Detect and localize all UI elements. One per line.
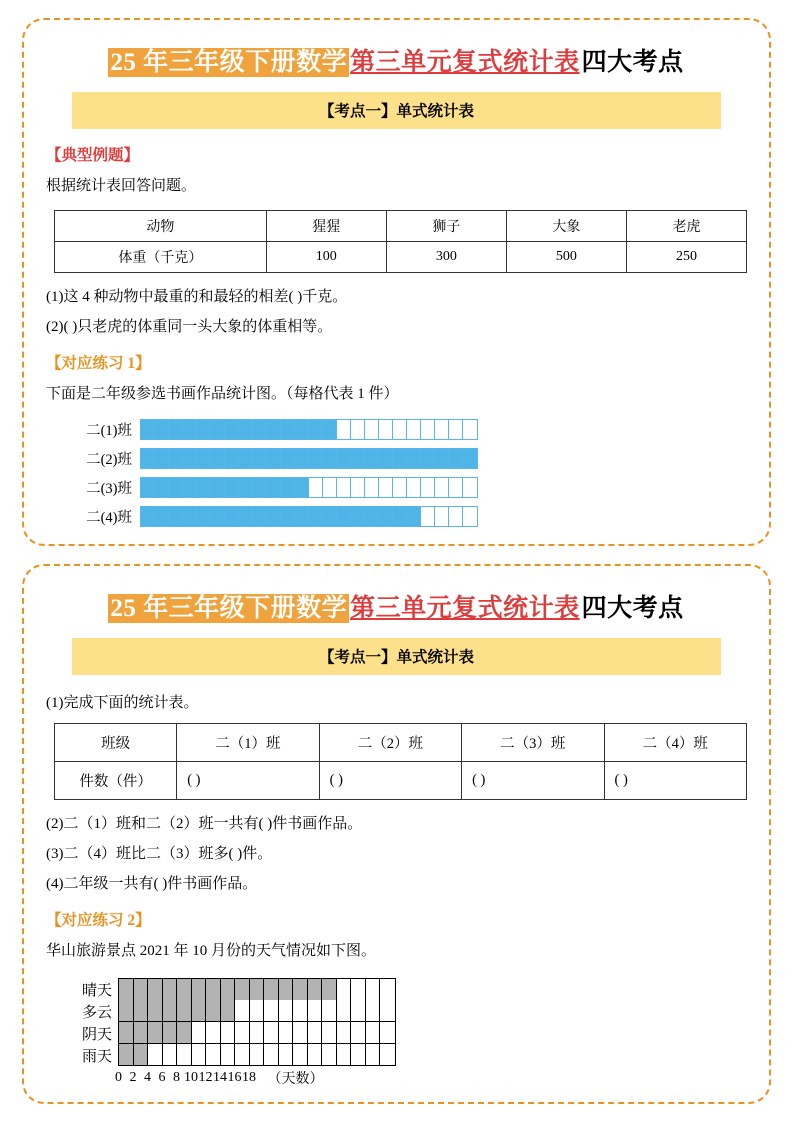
question-1-1: (1)这 4 种动物中最重的和最轻的相差( )千克。	[46, 288, 348, 305]
weather-cell	[163, 1022, 178, 1043]
weather-cell	[293, 1044, 308, 1065]
bar-cell	[435, 449, 449, 468]
weather-cell	[264, 1000, 279, 1021]
weather-tick: 16	[227, 1070, 242, 1085]
bar-cell	[393, 507, 407, 526]
weather-cell	[293, 1000, 308, 1021]
bar-cell	[169, 507, 183, 526]
bar-cell	[309, 507, 323, 526]
table-cell-class-0: 二（1）班	[177, 723, 319, 761]
practice-heading-2: 【对应练习 2】	[46, 911, 151, 929]
bar-cell	[281, 507, 295, 526]
weather-cell	[177, 979, 192, 1000]
weather-cell	[134, 979, 149, 1000]
bar-track	[140, 477, 478, 498]
table-row	[55, 761, 747, 799]
bar-cell	[183, 478, 197, 497]
weather-cell	[221, 979, 236, 1000]
table-cell-class-3: 二（4）班	[604, 723, 747, 761]
bar-cell	[435, 507, 449, 526]
bar-cell	[281, 420, 295, 439]
bar-cell	[281, 478, 295, 497]
bar-cell	[407, 449, 421, 468]
table-cell-weight-3: 250	[626, 241, 746, 272]
bar-cell	[183, 420, 197, 439]
weather-tick: 12	[198, 1070, 213, 1085]
weather-cell	[322, 1000, 337, 1021]
bar-cell	[211, 420, 225, 439]
weather-cell	[250, 1000, 265, 1021]
bar-cell	[421, 449, 435, 468]
weather-row	[60, 1044, 747, 1066]
table-cell-weight-1: 300	[386, 241, 506, 272]
bar-cell	[267, 507, 281, 526]
bar-cell	[393, 449, 407, 468]
bar-cell	[309, 449, 323, 468]
bar-cell	[225, 478, 239, 497]
weather-cell	[148, 1022, 163, 1043]
animal-weight-table	[54, 210, 747, 273]
weather-axis	[112, 1068, 747, 1088]
bar-cell	[379, 478, 393, 497]
title-segment-red: 第三单元复式统计表	[350, 49, 580, 76]
section-banner: 【考点一】单式统计表	[72, 92, 721, 129]
weather-cell	[192, 1022, 207, 1043]
bar-cell	[323, 507, 337, 526]
bar-label: 二(1)班	[86, 422, 132, 439]
bar-cell	[211, 449, 225, 468]
weather-cell	[279, 979, 294, 1000]
weather-cell	[308, 1044, 323, 1065]
weather-cell	[279, 1022, 294, 1043]
bar-cell	[281, 449, 295, 468]
practice-intro-1: 下面是二年级参选书画作品统计图。（每格代表 1 件）	[46, 385, 399, 402]
bar-cell	[337, 449, 351, 468]
bar-cell	[155, 507, 169, 526]
weather-cell	[250, 979, 265, 1000]
question-2-4: (4)二年级一共有( )件书画作品。	[46, 875, 258, 892]
weather-cell	[351, 1000, 366, 1021]
weather-cell	[322, 979, 337, 1000]
weather-cell	[119, 1044, 134, 1065]
bar-cell	[211, 507, 225, 526]
bar-cell	[379, 449, 393, 468]
bar-cell	[421, 507, 435, 526]
bar-cell	[407, 420, 421, 439]
bar-cell	[379, 420, 393, 439]
weather-row	[60, 1000, 747, 1022]
practice-heading-1: 【对应练习 1】	[46, 354, 151, 372]
bar-cell	[253, 420, 267, 439]
weather-cell	[351, 979, 366, 1000]
weather-row	[60, 1022, 747, 1044]
table-cell-class-2: 二（3）班	[462, 723, 604, 761]
bar-cell	[141, 507, 155, 526]
bar-cell	[295, 449, 309, 468]
weather-tick: 2	[129, 1070, 137, 1085]
table-cell-weight-0: 100	[266, 241, 386, 272]
weather-tick: 14	[213, 1070, 227, 1085]
bar-cell	[155, 478, 169, 497]
bar-track	[140, 448, 478, 469]
bar-track	[140, 506, 478, 527]
question-1-2: (2)( )只老虎的体重同一头大象的体重相等。	[46, 318, 333, 335]
bar-cell	[463, 449, 477, 468]
table-row	[55, 210, 747, 241]
bar-cell	[155, 420, 169, 439]
weather-cell	[279, 1000, 294, 1021]
weather-cell	[322, 1044, 337, 1065]
bar-cell	[267, 478, 281, 497]
title-segment-black: 四大考点	[581, 49, 684, 76]
weather-label: 雨天	[81, 1048, 112, 1065]
bar-cell	[197, 449, 211, 468]
weather-cell	[366, 979, 381, 1000]
weather-tick: 0	[115, 1070, 122, 1085]
table-cell-animal-0: 猩猩	[266, 210, 386, 241]
bar-cell	[449, 449, 463, 468]
weather-axis-unit: （天数）	[267, 1072, 324, 1087]
weather-track	[118, 1044, 396, 1066]
bar-cell	[407, 507, 421, 526]
bar-cell	[141, 478, 155, 497]
weather-cell	[337, 979, 352, 1000]
weather-cell	[235, 1044, 250, 1065]
weather-cell	[264, 1044, 279, 1065]
example-heading: 【典型例题】	[46, 147, 140, 164]
bar-cell	[463, 478, 477, 497]
weather-cell	[148, 979, 163, 1000]
weather-cell	[308, 979, 323, 1000]
weather-cell	[351, 1044, 366, 1065]
weather-label: 晴天	[81, 982, 112, 999]
bar-cell	[351, 507, 365, 526]
bar-cell	[267, 420, 281, 439]
weather-cell	[366, 1022, 381, 1043]
bar-row	[46, 477, 747, 497]
table-row-label-weight: 体重（千克）	[55, 241, 267, 272]
bar-cell	[169, 420, 183, 439]
weather-cell	[221, 1022, 236, 1043]
bar-cell	[169, 449, 183, 468]
bar-cell	[267, 449, 281, 468]
example-intro: 根据统计表回答问题。	[46, 178, 197, 194]
weather-cell	[134, 1022, 149, 1043]
bar-cell	[323, 449, 337, 468]
bar-cell	[365, 507, 379, 526]
bar-cell	[351, 449, 365, 468]
bar-cell	[253, 507, 267, 526]
worksheet-card-1	[22, 18, 771, 546]
weather-cell	[148, 1000, 163, 1021]
bar-cell	[449, 420, 463, 439]
weather-cell	[148, 1044, 163, 1065]
bar-cell	[407, 478, 421, 497]
bar-cell	[141, 449, 155, 468]
bar-cell	[309, 478, 323, 497]
weather-cell	[293, 1022, 308, 1043]
weather-cell	[337, 1000, 352, 1021]
weather-tick: 18	[242, 1070, 256, 1085]
weather-cell	[308, 1022, 323, 1043]
table-row-label-class: 班级	[55, 723, 177, 761]
table-cell-animal-3: 老虎	[626, 210, 746, 241]
bar-row	[46, 419, 747, 439]
question-2-3: (3)二（4）班比二（3）班多( )件。	[46, 845, 273, 862]
weather-cell	[206, 1044, 221, 1065]
bar-cell	[337, 507, 351, 526]
weather-cell	[250, 1022, 265, 1043]
bar-track	[140, 419, 478, 440]
bar-cell	[435, 478, 449, 497]
weather-cell	[163, 1000, 178, 1021]
bar-cell	[393, 420, 407, 439]
weather-cell	[221, 1000, 236, 1021]
weather-tick: 6	[158, 1070, 166, 1085]
bar-cell	[421, 420, 435, 439]
table-row	[55, 241, 747, 272]
weather-cell	[221, 1044, 236, 1065]
weather-cell	[177, 1044, 192, 1065]
bar-cell	[351, 420, 365, 439]
bar-cell	[421, 478, 435, 497]
bar-cell	[295, 420, 309, 439]
weather-cell	[177, 1022, 192, 1043]
bar-cell	[141, 420, 155, 439]
weather-cell	[279, 1044, 294, 1065]
table-row-label-animal: 动物	[55, 210, 267, 241]
title-segment-orange-2: 25 年三年级下册数学	[110, 594, 348, 622]
weather-cell	[380, 1044, 395, 1065]
weather-cell	[380, 979, 395, 1000]
weather-cell	[337, 1044, 352, 1065]
bar-cell	[463, 507, 477, 526]
weather-cell	[192, 979, 207, 1000]
bar-cell	[211, 478, 225, 497]
bar-cell	[379, 507, 393, 526]
weather-rows	[60, 978, 747, 1066]
bar-cell	[225, 420, 239, 439]
table-row-label-count: 件数（件）	[55, 761, 177, 799]
weather-cell	[235, 1022, 250, 1043]
weather-cell	[264, 979, 279, 1000]
bar-cell	[435, 420, 449, 439]
worksheet-card-2	[22, 564, 771, 1105]
bar-cell	[449, 507, 463, 526]
weather-cell	[134, 1044, 149, 1065]
weather-cell	[250, 1044, 265, 1065]
bar-cell	[351, 478, 365, 497]
bar-cell	[323, 420, 337, 439]
weather-cell	[163, 979, 178, 1000]
weather-cell	[119, 1022, 134, 1043]
title-segment-orange: 25 年三年级下册数学	[110, 49, 348, 76]
page-title	[46, 42, 747, 78]
weather-cell	[192, 1000, 207, 1021]
table-cell-class-1: 二（2）班	[319, 723, 461, 761]
bar-label: 二(3)班	[86, 480, 132, 497]
bar-cell	[253, 449, 267, 468]
bar-cell	[337, 478, 351, 497]
bar-cell	[197, 478, 211, 497]
bar-label: 二(2)班	[86, 451, 132, 468]
bar-cell	[169, 478, 183, 497]
bar-cell	[365, 449, 379, 468]
bar-cell	[365, 420, 379, 439]
weather-cell	[351, 1022, 366, 1043]
bar-row	[46, 506, 747, 526]
bar-cell	[197, 507, 211, 526]
weather-cell	[264, 1022, 279, 1043]
weather-tick: 8	[173, 1070, 180, 1085]
weather-label: 阴天	[81, 1026, 112, 1043]
table-cell-animal-2: 大象	[506, 210, 626, 241]
weather-label: 多云	[81, 1004, 112, 1021]
bar-cell	[393, 478, 407, 497]
question-2-1: (1)完成下面的统计表。	[46, 694, 199, 711]
weather-cell	[134, 1000, 149, 1021]
weather-cell	[235, 979, 250, 1000]
bar-cell	[463, 420, 477, 439]
table-cell-blank-2[interactable]: ( )	[462, 761, 604, 799]
bar-cell	[295, 478, 309, 497]
title-segment-black-2: 四大考点	[581, 594, 684, 622]
weather-tick: 4	[144, 1070, 151, 1085]
bar-cell	[155, 449, 169, 468]
bar-cell	[337, 420, 351, 439]
weather-cell	[206, 979, 221, 1000]
bar-cell	[239, 449, 253, 468]
weather-cell	[177, 1000, 192, 1021]
class-count-table	[54, 723, 747, 800]
table-cell-blank-3[interactable]: ( )	[604, 761, 747, 799]
weather-cell	[337, 1022, 352, 1043]
bar-cell	[253, 478, 267, 497]
weather-bar-chart	[60, 978, 747, 1088]
weather-tick: 10	[184, 1070, 198, 1085]
weather-cell	[163, 1044, 178, 1065]
weather-cell	[293, 979, 308, 1000]
weather-cell	[206, 1022, 221, 1043]
bar-cell	[225, 507, 239, 526]
table-cell-blank-0[interactable]: ( )	[177, 761, 319, 799]
bar-cell	[183, 507, 197, 526]
bar-cell	[309, 420, 323, 439]
table-row	[55, 723, 747, 761]
weather-cell	[380, 1000, 395, 1021]
bar-cell	[197, 420, 211, 439]
bar-cell	[239, 420, 253, 439]
question-2-2: (2)二（1）班和二（2）班一共有( )件书画作品。	[46, 815, 363, 832]
weather-cell	[206, 1000, 221, 1021]
section-banner-2: 【考点一】单式统计表	[72, 638, 721, 675]
weather-cell	[322, 1022, 337, 1043]
bar-cell	[183, 449, 197, 468]
table-cell-blank-1[interactable]: ( )	[319, 761, 461, 799]
bar-label: 二(4)班	[86, 509, 132, 526]
class-artwork-bar-chart	[46, 419, 747, 526]
weather-track	[118, 1000, 396, 1022]
bar-cell	[225, 449, 239, 468]
bar-cell	[239, 507, 253, 526]
practice-intro-2: 华山旅游景点 2021 年 10 月份的天气情况如下图。	[46, 942, 377, 959]
weather-cell	[366, 1044, 381, 1065]
weather-cell	[119, 1000, 134, 1021]
bar-cell	[295, 507, 309, 526]
bar-cell	[239, 478, 253, 497]
table-cell-animal-1: 狮子	[386, 210, 506, 241]
bar-cell	[365, 478, 379, 497]
weather-track	[118, 978, 396, 1001]
weather-row	[60, 978, 747, 1000]
title-segment-red-2: 第三单元复式统计表	[350, 594, 580, 622]
page-title-2	[46, 588, 747, 624]
table-cell-weight-2: 500	[506, 241, 626, 272]
weather-cell	[380, 1022, 395, 1043]
bar-cell	[323, 478, 337, 497]
weather-cell	[366, 1000, 381, 1021]
bar-cell	[449, 478, 463, 497]
bar-row	[46, 448, 747, 468]
weather-cell	[119, 979, 134, 1000]
weather-track	[118, 1022, 396, 1044]
weather-cell	[308, 1000, 323, 1021]
weather-cell	[192, 1044, 207, 1065]
weather-cell	[235, 1000, 250, 1021]
